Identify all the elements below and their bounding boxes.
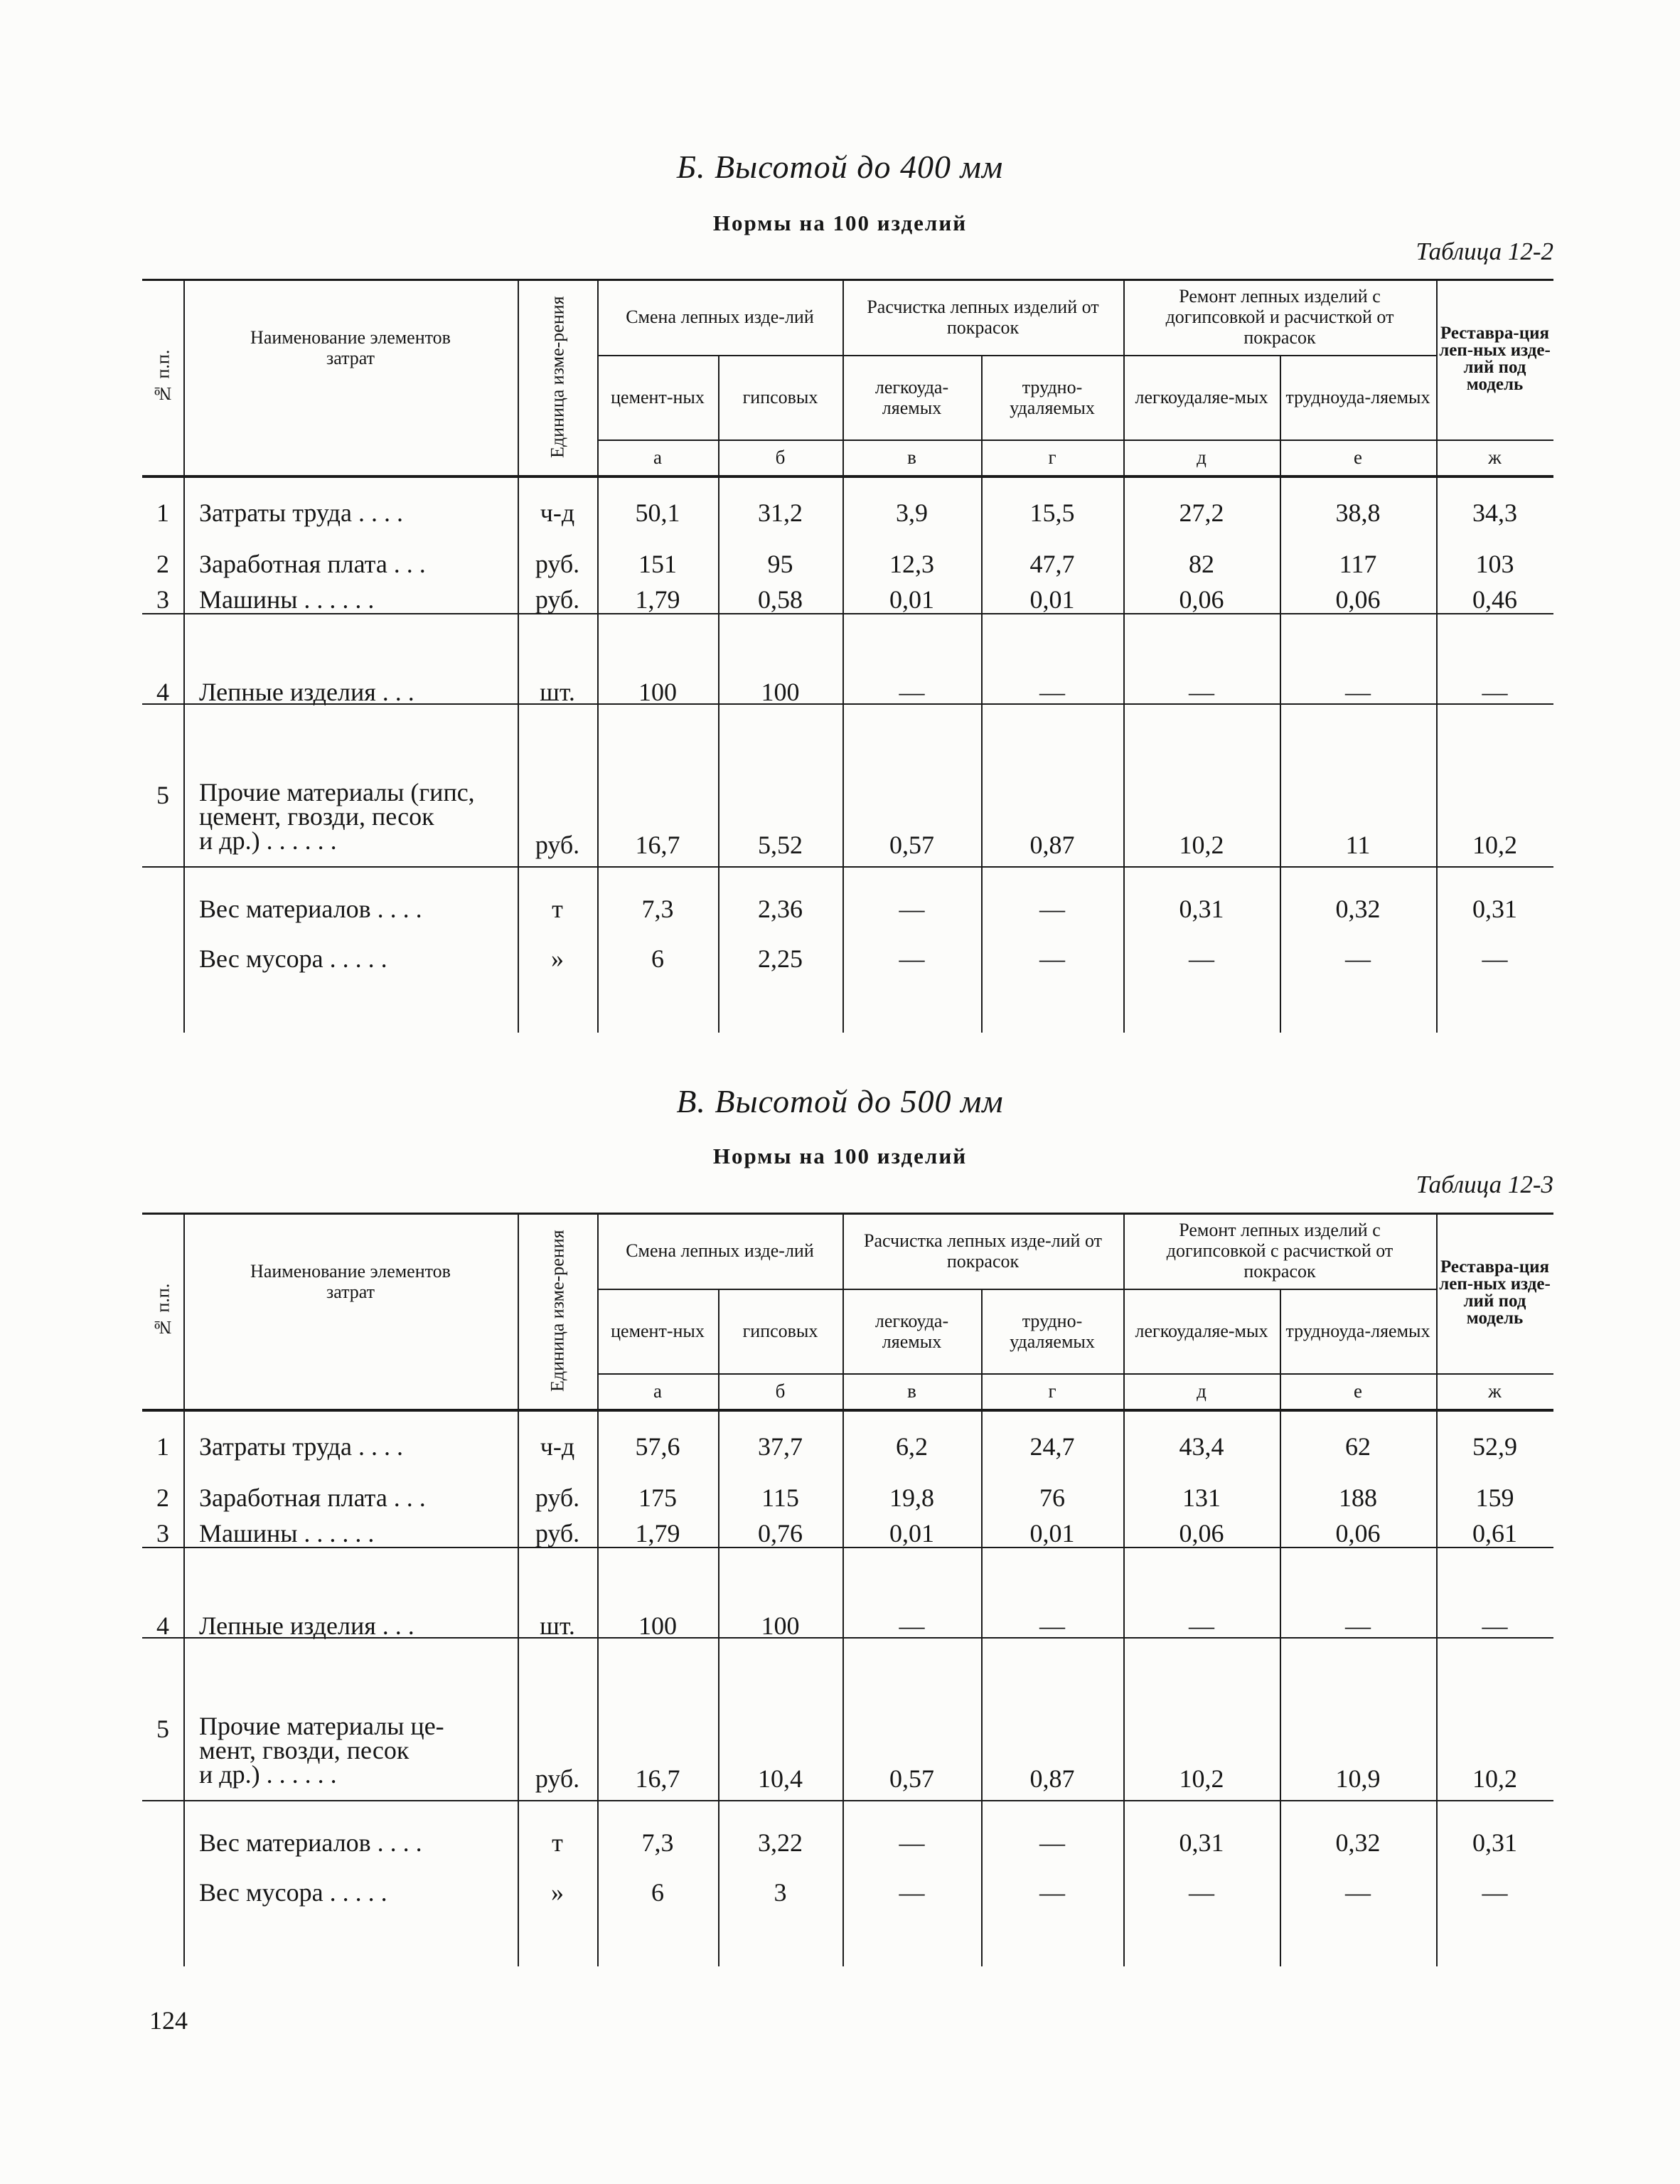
table-cell: 10,4 bbox=[758, 1764, 803, 1793]
column-letter: е bbox=[1354, 446, 1362, 468]
table-cell: 52,9 bbox=[1472, 1432, 1517, 1461]
table-cell: 16,7 bbox=[635, 831, 680, 859]
table-cell: — bbox=[1345, 1878, 1371, 1907]
table-cell: 15,5 bbox=[1029, 499, 1075, 527]
table-cell: 0,31 bbox=[1472, 895, 1517, 923]
table-cell: 0,06 bbox=[1179, 1519, 1224, 1548]
row-number: 5 bbox=[156, 781, 169, 809]
table-cell: — bbox=[1345, 678, 1371, 706]
row-number: 2 bbox=[156, 1483, 169, 1512]
table-cell: 0,57 bbox=[889, 831, 934, 859]
column-letter: а bbox=[653, 446, 662, 468]
table-cell: 0,87 bbox=[1029, 1764, 1075, 1793]
row-number: 1 bbox=[156, 499, 169, 527]
table-cell: — bbox=[1482, 944, 1508, 973]
column-letter: а bbox=[653, 1380, 662, 1402]
row-label: Вес мусора . . . . . bbox=[199, 1878, 387, 1907]
table-cell: 95 bbox=[767, 550, 793, 578]
table-cell: 10,9 bbox=[1335, 1764, 1381, 1793]
table-cell: 1,79 bbox=[635, 1519, 680, 1548]
table-cell: 0,87 bbox=[1029, 831, 1075, 859]
row-number: 1 bbox=[156, 1432, 169, 1461]
table-cell: 10,2 bbox=[1472, 1764, 1517, 1793]
table-cell: 34,3 bbox=[1472, 499, 1517, 527]
table-cell: 6 bbox=[651, 1878, 664, 1907]
table-cell: 1,79 bbox=[635, 585, 680, 614]
table-cell: 0,46 bbox=[1472, 585, 1517, 614]
table-cell: — bbox=[899, 1878, 925, 1907]
column-group-header: Смена лепных изде-лий bbox=[626, 307, 814, 327]
row-unit: т bbox=[552, 895, 563, 923]
table-cell: — bbox=[899, 1612, 925, 1640]
subcolumn-header: легкоудаляе-мых bbox=[1135, 1321, 1268, 1341]
column-letter: д bbox=[1197, 446, 1207, 468]
norms-table-12-3 bbox=[142, 1213, 1553, 1966]
table-cell: 0,31 bbox=[1472, 1828, 1517, 1857]
table-cell: — bbox=[899, 678, 925, 706]
table-cell: 0,76 bbox=[758, 1519, 803, 1548]
table-cell: 37,7 bbox=[758, 1432, 803, 1461]
row-label-line: Прочие материалы це- bbox=[199, 1712, 444, 1740]
column-letter: б bbox=[775, 446, 786, 468]
table-cell: 151 bbox=[638, 550, 677, 578]
table-cell: 76 bbox=[1039, 1483, 1065, 1512]
table-cell: — bbox=[899, 895, 925, 923]
table-cell: 7,3 bbox=[641, 1828, 674, 1857]
column-letter: г bbox=[1048, 1380, 1056, 1402]
table-cell: 0,32 bbox=[1335, 1828, 1381, 1857]
table-cell: 0,06 bbox=[1335, 1519, 1381, 1548]
row-number: 4 bbox=[156, 678, 169, 706]
row-label: Заработная плата . . . bbox=[199, 1483, 426, 1512]
column-letter: в bbox=[907, 446, 916, 468]
table-cell: 7,3 bbox=[641, 895, 674, 923]
table-cell: — bbox=[899, 944, 925, 973]
table-cell: — bbox=[1189, 678, 1214, 706]
table-cell: 10,2 bbox=[1179, 1764, 1224, 1793]
table-cell: 0,06 bbox=[1179, 585, 1224, 614]
row-label-line: мент, гвозди, песок bbox=[199, 1736, 410, 1764]
row-number: 3 bbox=[156, 585, 169, 614]
subcolumn-header: цемент-ных bbox=[611, 1321, 705, 1341]
table-cell: 5,52 bbox=[758, 831, 803, 859]
table-cell: — bbox=[1482, 1878, 1508, 1907]
table-cell: 0,01 bbox=[1029, 1519, 1075, 1548]
subcolumn-header: цемент-ных bbox=[611, 387, 705, 407]
table-cell: — bbox=[1039, 1612, 1065, 1640]
rule-line bbox=[142, 475, 1553, 478]
row-label-line: и др.) . . . . . . bbox=[199, 1760, 337, 1789]
table-cell: 159 bbox=[1475, 1483, 1514, 1512]
section-title: Б. Высотой до 400 мм bbox=[676, 149, 1004, 185]
row-unit: руб. bbox=[535, 550, 580, 578]
row-label-line: цемент, гвозди, песок bbox=[199, 802, 434, 831]
row-number: 4 bbox=[156, 1612, 169, 1640]
rule-line bbox=[142, 279, 1553, 281]
subcolumn-header: гипсовых bbox=[742, 387, 818, 407]
table-cell: — bbox=[899, 1828, 925, 1857]
table-cell: 6 bbox=[651, 944, 664, 973]
row-label: Машины . . . . . . bbox=[199, 1519, 375, 1548]
table-cell: 50,1 bbox=[635, 499, 680, 527]
table-cell: 100 bbox=[761, 678, 800, 706]
column-header-element-name: Наименование элементов затрат bbox=[250, 327, 451, 368]
row-number: 3 bbox=[156, 1519, 169, 1548]
column-group-header: Смена лепных изде-лий bbox=[626, 1240, 814, 1261]
column-group-header-restoration: Реставра-ция леп-ных изде-лий под модель bbox=[1439, 1257, 1551, 1328]
row-unit: руб. bbox=[535, 831, 580, 859]
column-letter: г bbox=[1048, 446, 1056, 468]
rule-line bbox=[597, 1289, 1436, 1290]
subcolumn-header: легкоуда-ляемых bbox=[874, 376, 949, 418]
subcolumn-header: трудноуда-ляемых bbox=[1285, 1321, 1430, 1341]
row-unit: руб. bbox=[535, 1764, 580, 1793]
table-cell: 2,36 bbox=[758, 895, 803, 923]
subcolumn-header: гипсовых bbox=[742, 1321, 818, 1341]
row-label: Вес материалов . . . . bbox=[199, 1828, 422, 1857]
row-label: Машины . . . . . . bbox=[199, 585, 375, 614]
table-cell: 16,7 bbox=[635, 1764, 680, 1793]
column-group-header: Ремонт лепных изделий с догипсовкой с расчисткой от покрасок bbox=[1166, 1220, 1393, 1282]
table-cell: — bbox=[1039, 1828, 1065, 1857]
norms-table-12-2 bbox=[142, 279, 1553, 1033]
section-subtitle: Нормы на 100 изделий bbox=[712, 211, 968, 235]
table-caption: Таблица 12-2 bbox=[1416, 238, 1553, 265]
row-label: Лепные изделия . . . bbox=[199, 1612, 414, 1640]
table-cell: 0,01 bbox=[889, 585, 934, 614]
row-unit: шт. bbox=[540, 1612, 575, 1640]
column-group-header: Ремонт лепных изделий с догипсовкой и расчисткой от покрасок bbox=[1165, 286, 1394, 348]
table-cell: 100 bbox=[761, 1612, 800, 1640]
subcolumn-header: трудно-удаляемых bbox=[1010, 1310, 1095, 1352]
table-cell: — bbox=[1189, 944, 1214, 973]
table-cell: 10,2 bbox=[1179, 831, 1224, 859]
table-cell: 31,2 bbox=[758, 499, 803, 527]
row-label: Лепные изделия . . . bbox=[199, 678, 414, 706]
table-cell: 115 bbox=[761, 1483, 799, 1512]
column-header-element-name: Наименование элементов затрат bbox=[250, 1261, 451, 1302]
table-cell: 0,61 bbox=[1472, 1519, 1517, 1548]
table-cell: — bbox=[1039, 895, 1065, 923]
table-cell: 0,31 bbox=[1179, 895, 1224, 923]
rule-line bbox=[183, 1213, 185, 1966]
subcolumn-header: трудно-удаляемых bbox=[1010, 376, 1095, 418]
table-cell: 0,01 bbox=[889, 1519, 934, 1548]
table-caption: Таблица 12-3 bbox=[1416, 1171, 1553, 1198]
column-group-header-restoration: Реставра-ция леп-ных изде-лий под модель bbox=[1439, 324, 1551, 394]
row-unit: т bbox=[552, 1828, 563, 1857]
column-header-number: № п.п. bbox=[152, 349, 173, 405]
row-unit: ч-д bbox=[540, 499, 575, 527]
table-cell: 131 bbox=[1182, 1483, 1221, 1512]
section-title: В. Высотой до 500 мм bbox=[676, 1083, 1004, 1119]
row-unit: » bbox=[551, 1878, 564, 1907]
table-cell: 82 bbox=[1189, 550, 1214, 578]
row-label: Вес материалов . . . . bbox=[199, 895, 422, 923]
column-letter: б bbox=[775, 1380, 786, 1402]
column-letter: в bbox=[907, 1380, 916, 1402]
table-cell: 3,22 bbox=[758, 1828, 803, 1857]
column-letter: ж bbox=[1488, 446, 1502, 468]
table-cell: — bbox=[1039, 1878, 1065, 1907]
table-cell: 0,31 bbox=[1179, 1828, 1224, 1857]
table-cell: 12,3 bbox=[889, 550, 934, 578]
column-letter: е bbox=[1354, 1380, 1362, 1402]
rule-line bbox=[183, 279, 185, 1033]
table-cell: 0,57 bbox=[889, 1764, 934, 1793]
table-cell: 43,4 bbox=[1179, 1432, 1224, 1461]
table-cell: 103 bbox=[1475, 550, 1514, 578]
table-cell: 0,32 bbox=[1335, 895, 1381, 923]
table-cell: — bbox=[1039, 944, 1065, 973]
column-group-header: Расчистка лепных изде-лий от покрасок bbox=[864, 1230, 1102, 1272]
column-letter: ж bbox=[1488, 1380, 1502, 1402]
table-cell: 175 bbox=[638, 1483, 677, 1512]
table-cell: 117 bbox=[1339, 550, 1377, 578]
table-cell: 3,9 bbox=[896, 499, 928, 527]
row-label: Заработная плата . . . bbox=[199, 550, 426, 578]
row-unit: ч-д bbox=[540, 1432, 575, 1461]
table-cell: 24,7 bbox=[1029, 1432, 1075, 1461]
row-label-line: Прочие материалы (гипс, bbox=[199, 778, 475, 806]
row-label: Вес мусора . . . . . bbox=[199, 944, 387, 973]
subcolumn-header: легкоуда-ляемых bbox=[874, 1310, 949, 1352]
row-label bbox=[199, 1714, 505, 1821]
table-cell: 11 bbox=[1345, 831, 1371, 859]
table-cell: 0,06 bbox=[1335, 585, 1381, 614]
subcolumn-header: трудноуда-ляемых bbox=[1285, 387, 1430, 407]
table-cell: 6,2 bbox=[896, 1432, 928, 1461]
section-subtitle: Нормы на 100 изделий bbox=[712, 1144, 968, 1168]
column-group-header: Расчистка лепных изделий от покрасок bbox=[867, 296, 1099, 338]
table-cell: 0,58 bbox=[758, 585, 803, 614]
column-header-number: № п.п. bbox=[152, 1283, 173, 1338]
table-cell: 10,2 bbox=[1472, 831, 1517, 859]
rule-line bbox=[597, 355, 1436, 356]
table-cell: 3 bbox=[774, 1878, 787, 1907]
subcolumn-header: легкоудаляе-мых bbox=[1135, 387, 1268, 407]
row-unit: руб. bbox=[535, 1483, 580, 1512]
table-cell: 188 bbox=[1339, 1483, 1377, 1512]
row-number: 2 bbox=[156, 550, 169, 578]
table-cell: 19,8 bbox=[889, 1483, 934, 1512]
table-cell: 0,01 bbox=[1029, 585, 1075, 614]
table-cell: 62 bbox=[1345, 1432, 1371, 1461]
rule-line bbox=[142, 1409, 1553, 1412]
row-unit: шт. bbox=[540, 678, 575, 706]
table-cell: 57,6 bbox=[635, 1432, 680, 1461]
table-cell: — bbox=[1189, 1878, 1214, 1907]
table-cell: 2,25 bbox=[758, 944, 803, 973]
row-label-line: и др.) . . . . . . bbox=[199, 826, 337, 855]
rule-line bbox=[597, 1373, 1553, 1375]
row-label: Затраты труда . . . . bbox=[199, 499, 403, 527]
table-cell: — bbox=[1482, 1612, 1508, 1640]
column-header-unit: Единица изме-рения bbox=[547, 1230, 568, 1392]
table-cell: — bbox=[1482, 678, 1508, 706]
table-cell: 100 bbox=[638, 1612, 677, 1640]
table-cell: — bbox=[1345, 944, 1371, 973]
row-unit: » bbox=[551, 944, 564, 973]
column-header-unit: Единица изме-рения bbox=[547, 296, 568, 458]
row-unit: руб. bbox=[535, 1519, 580, 1548]
table-cell: — bbox=[1039, 678, 1065, 706]
rule-line bbox=[597, 440, 1553, 441]
table-cell: 100 bbox=[638, 678, 677, 706]
table-cell: — bbox=[1189, 1612, 1214, 1640]
page-number: 124 bbox=[149, 2006, 188, 2035]
rule-line bbox=[142, 1213, 1553, 1215]
table-cell: 47,7 bbox=[1029, 550, 1075, 578]
table-cell: 38,8 bbox=[1335, 499, 1381, 527]
row-label: Затраты труда . . . . bbox=[199, 1432, 403, 1461]
row-label bbox=[199, 780, 505, 887]
table-cell: — bbox=[1345, 1612, 1371, 1640]
table-cell: 27,2 bbox=[1179, 499, 1224, 527]
column-letter: д bbox=[1197, 1380, 1207, 1402]
row-number: 5 bbox=[156, 1715, 169, 1743]
row-unit: руб. bbox=[535, 585, 580, 614]
